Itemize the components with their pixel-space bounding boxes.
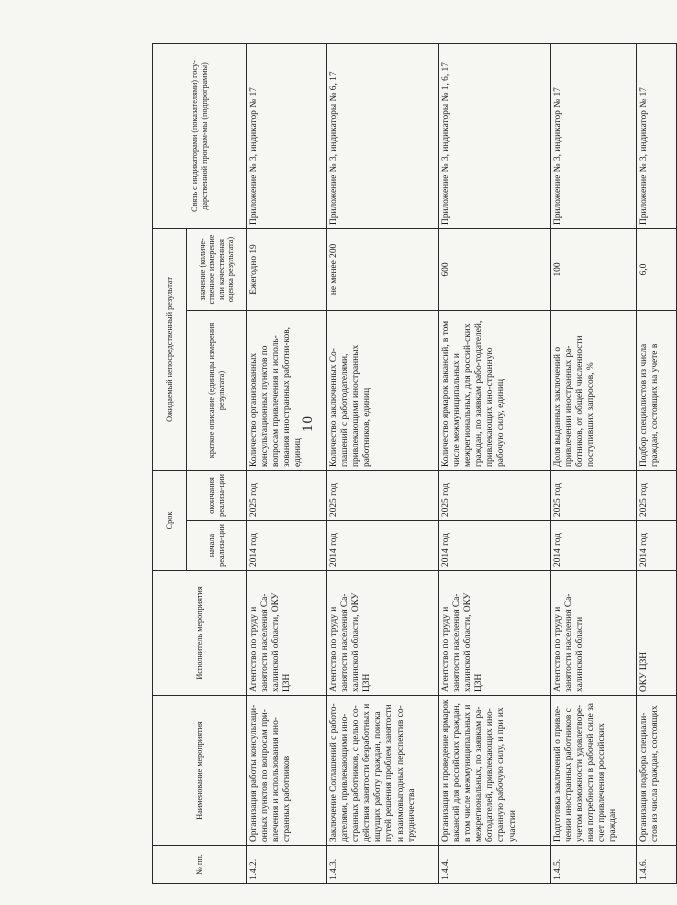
header-start: начала реализа-ции: [187, 521, 247, 571]
table-row: [551, 43, 637, 883]
table-row: [637, 43, 677, 883]
row-value: Ежегодно 19: [247, 228, 327, 310]
row-link: Приложение № 3, индикаторы № 1, 6, 17: [439, 43, 551, 228]
row-end: 2025 год: [551, 470, 637, 520]
row-num: 1.4.6.: [637, 846, 677, 884]
row-end: 2025 год: [327, 470, 439, 520]
header-executor: Исполнитель мероприятия: [153, 571, 247, 696]
row-end: 2025 год: [247, 470, 327, 520]
row-value: 6,0: [637, 228, 677, 310]
rotated-document: [152, 44, 661, 884]
row-desc: Подбор специалистов из числа граждан, состоящих на учете в: [637, 310, 677, 470]
row-link: Приложение № 3, индикаторы № 6, 17: [327, 43, 439, 228]
header-term: Срок: [153, 470, 187, 570]
row-num: 1.4.5.: [551, 846, 637, 884]
header-desc: краткое описание (единицы измерения результата): [187, 310, 247, 470]
header-result: Ожидаемый непосредственный результат: [153, 228, 187, 470]
row-num: 1.4.4.: [439, 846, 551, 884]
row-executor: Агентство по труду и занятости населения Са-халинской области, ОКУ ЦЗН: [439, 571, 551, 696]
row-start: 2014 год: [247, 521, 327, 571]
row-num: 1.4.3.: [327, 846, 439, 884]
table-row: [439, 43, 551, 883]
row-link: Приложение № 3, индикатор № 17: [551, 43, 637, 228]
row-value: 100: [551, 228, 637, 310]
row-start: 2014 год: [327, 521, 439, 571]
row-end: 2025 год: [637, 470, 677, 520]
header-value: значение (количе-ственное измерение или качественная оценка результата): [187, 228, 247, 310]
row-value: не менее 200: [327, 228, 439, 310]
row-executor: Агентство по труду и занятости населения Са-халинской области, ОКУ ЦЗН: [327, 571, 439, 696]
row-name: Организация и проведение ярмарок вакансий для российских граждан, в том числе межмуниципальных и межрегиональных, по заявкам ра-ботодателей, привлекающих ино-странную рабочую силу, и при их участии: [439, 696, 551, 846]
row-num: 1.4.2.: [247, 846, 327, 884]
row-link: Приложение № 3, индикатор № 17: [637, 43, 677, 228]
page-number: 10: [300, 415, 316, 432]
measures-table: [152, 43, 677, 884]
row-name: Организация подбора специали-стов из числа граждан, состоящих: [637, 696, 677, 846]
row-desc: Количество ярмарок вакансий, в том числе межмуниципальных и межрегиональных, для россий-ских граждан, по заявкам рабо-тодателей, привлекающих ино-странную рабочую силу, единиц: [439, 310, 551, 470]
header-num: № пп.: [153, 846, 247, 884]
row-name: Организация работы консультаци-онных пунктов по вопросам при-влечения и использования ино-странных работников: [247, 696, 327, 846]
row-end: 2025 год: [439, 470, 551, 520]
header-link: Связь с индикаторами (показателями) госу-дарственной програм-мы (подпрограммы): [153, 43, 247, 228]
row-start: 2014 год: [637, 521, 677, 571]
row-executor: ОКУ ЦЗН: [637, 571, 677, 696]
row-value: 600: [439, 228, 551, 310]
table-row: [327, 43, 439, 883]
row-name: Подготовка заключений о привле-чении иностранных работников с учетом возможности удовлетворе-ния потребности в рабочей силе за счет привлечения российских граждан: [551, 696, 637, 846]
row-executor: Агентство по труду и занятости населения Са-халинской области: [551, 571, 637, 696]
row-name: Заключение Соглашений с работо-дателями, привлекающими ино-странных работников, с целью со-действия занятости безработных и ищущих работу граждан, поиска путей решения проблем занятости и взаимовыгодных перспектив со-трудничества: [327, 696, 439, 846]
header-name: Наименование мероприятия: [153, 696, 247, 846]
row-executor: Агентство по труду и занятости населения Са-халинской области, ОКУ ЦЗН: [247, 571, 327, 696]
header-end: окончания реализа-ции: [187, 470, 247, 520]
row-link: Приложение № 3, индикатор № 17: [247, 43, 327, 228]
row-start: 2014 год: [551, 521, 637, 571]
row-desc: Доля выданных заключений о привлечении иностранных ра-ботников, от общей численности поступивших запросов, %: [551, 310, 637, 470]
row-desc: Количество заключенных Со-глашений с работодателями, привлекающими иностранных работников, единиц: [327, 310, 439, 470]
row-start: 2014 год: [439, 521, 551, 571]
table-row: [247, 43, 327, 883]
row-desc: Количество организованных консультационных пунктов по вопросам привлечения и исполь-зования иностранных работни-ков, единиц: [247, 310, 327, 470]
